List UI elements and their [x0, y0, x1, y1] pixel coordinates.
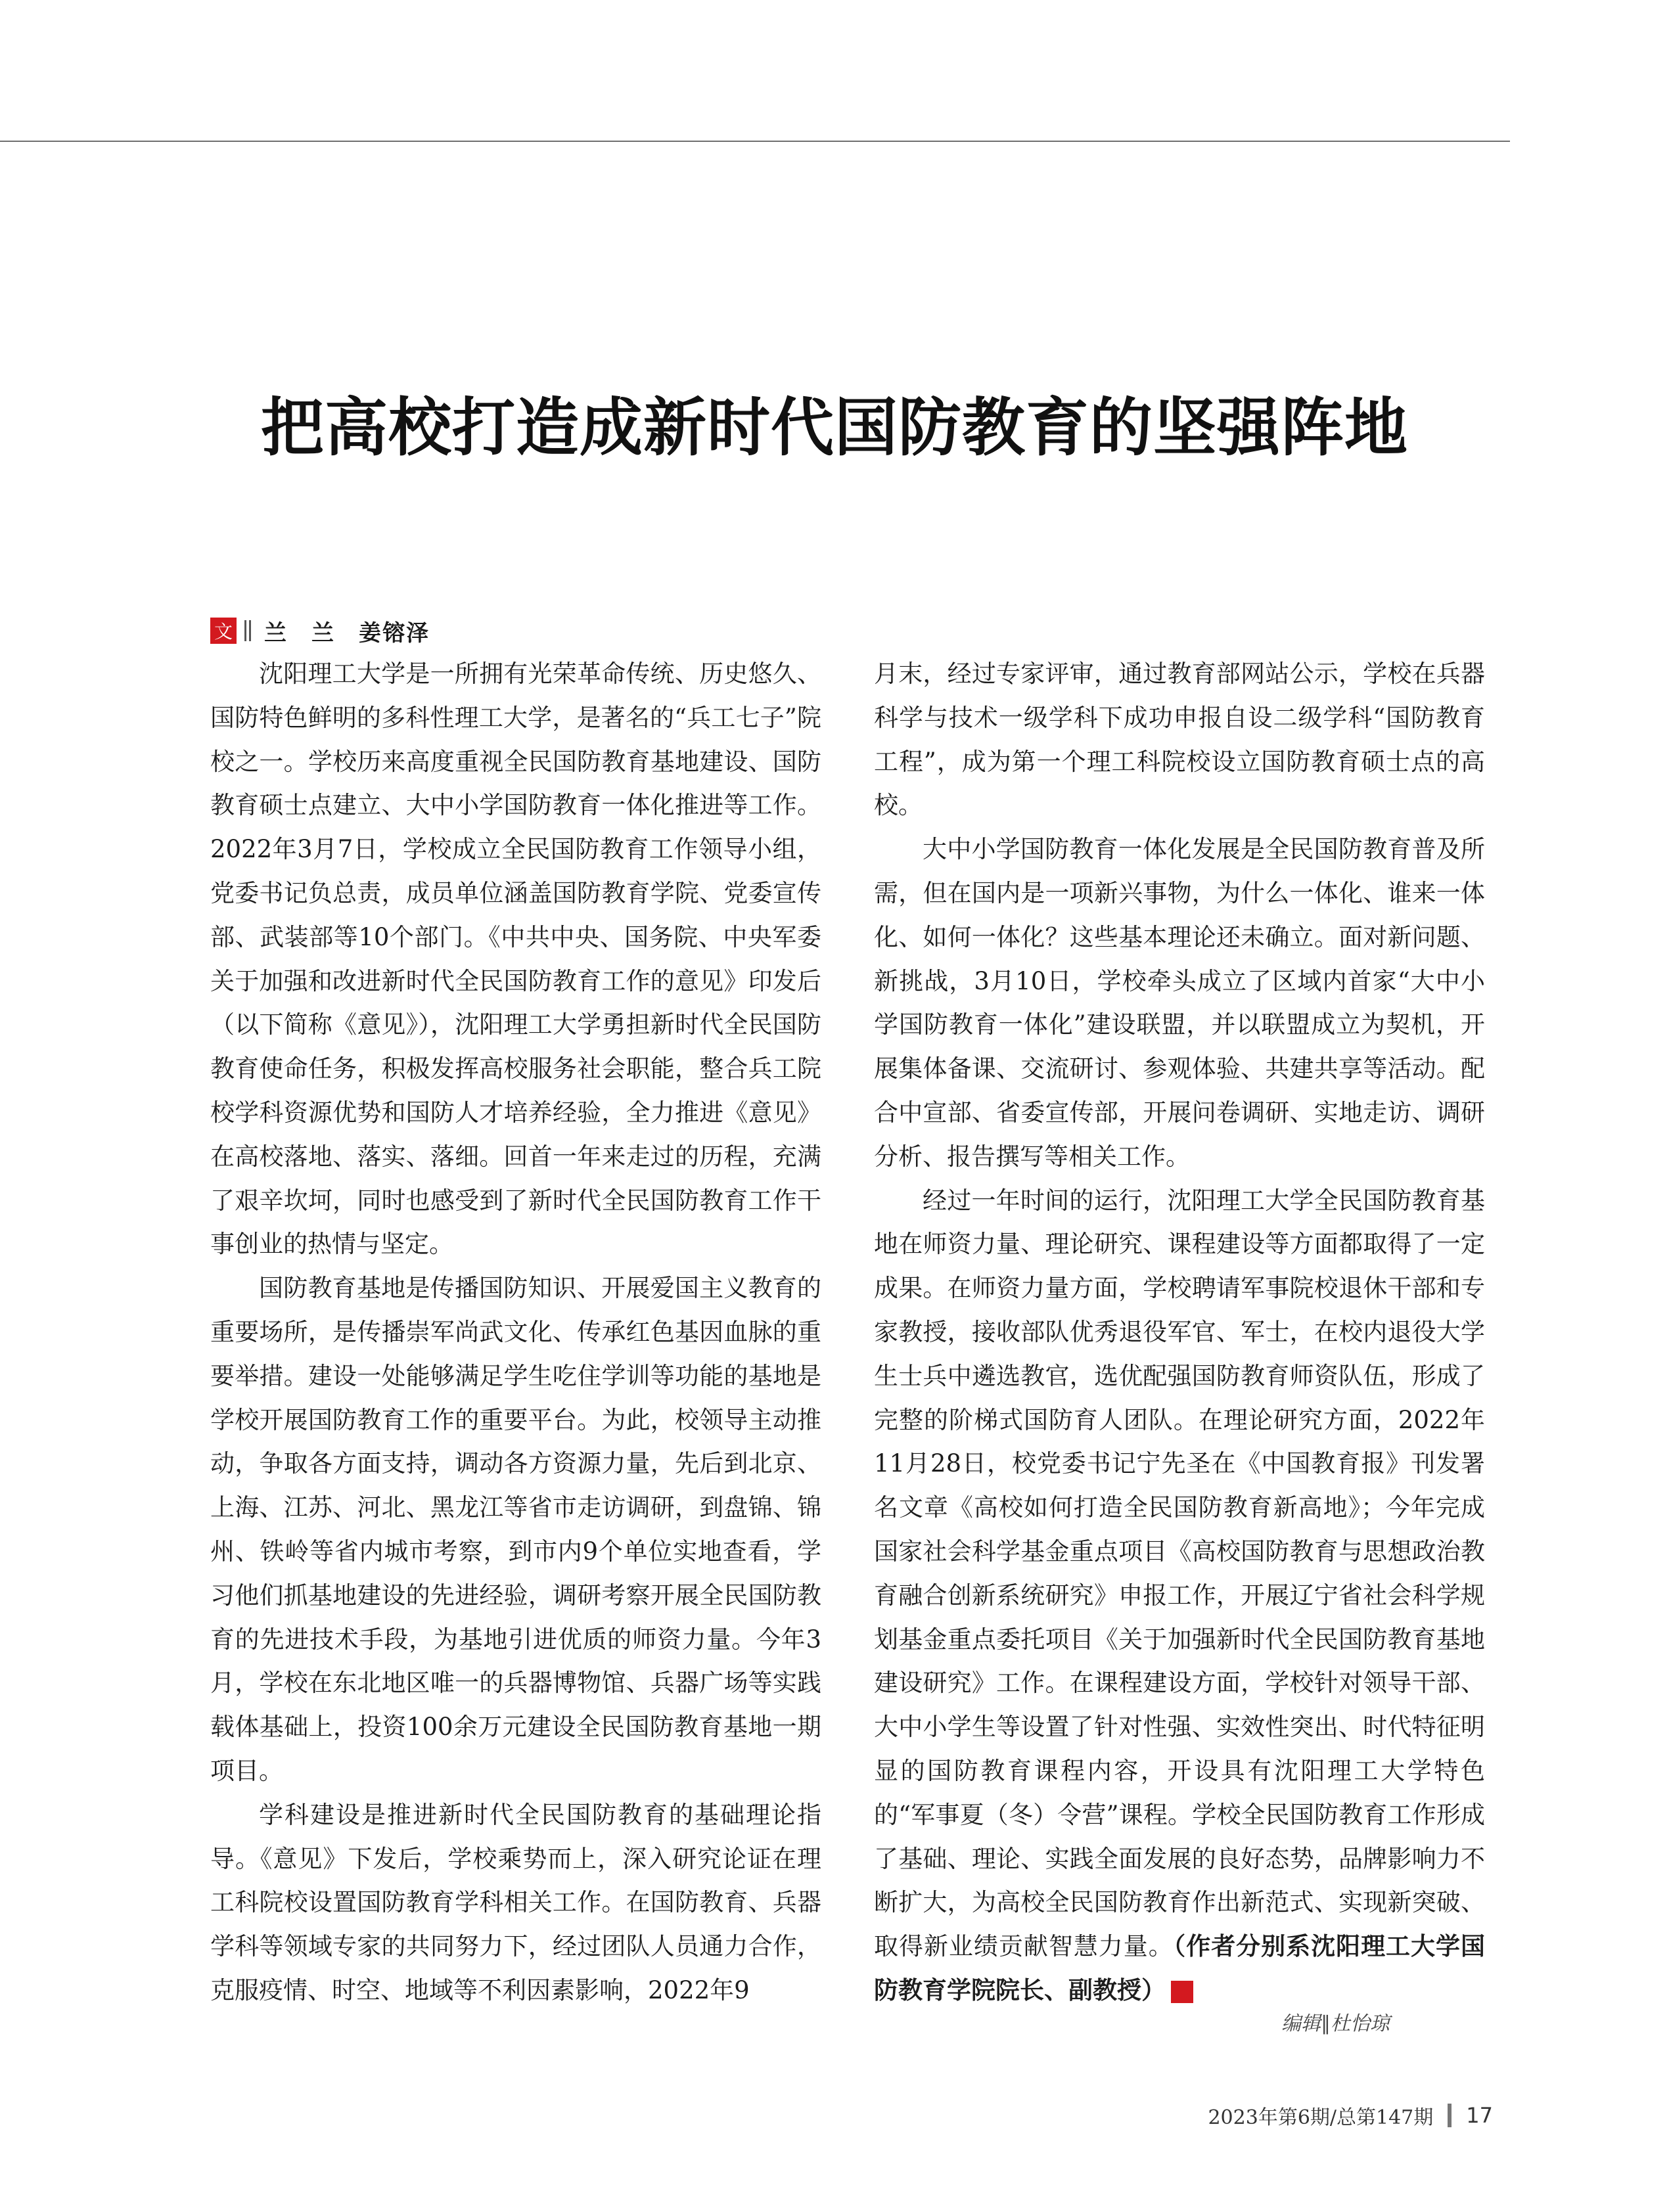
- byline-separator: [244, 620, 251, 641]
- footer-divider: [1448, 2104, 1452, 2127]
- page-footer: [1208, 2101, 1493, 2130]
- issue-info: 2023年第6期/总第147期: [1208, 2106, 1434, 2129]
- right-column: [874, 652, 1485, 2013]
- paragraph-continuation: 月末，经过专家评审，通过教育部网站公示，学校在兵器科学与技术一级学科下成功申报自设二级学科“国防教育工程”，成为第一个理工科院校设立国防教育硕士点的高校。: [874, 660, 1485, 820]
- editor-credit: 编辑∥杜怡琼: [1281, 2012, 1390, 2035]
- paragraph-text: 经过一年时间的运行，沈阳理工大学全民国防教育基地在师资力量、理论研究、课程建设等方面都取得了一定成果。在师资力量方面，学校聘请军事院校退休干部和专家教授，接收部队优秀退役军官、军士，在校内退役大学生士兵中遴选教官，选优配强国防教育师资队伍，形成了完整的阶梯式国防育人团队。在理论研究方面，2022年11月28日，校党委书记宁先圣在《中国教育报》刊发署名文章《高校如何打造全民国防教育新高地》；今年完成国家社会科学基金重点项目《高校国防教育与思想政治教育融合创新系统研究》申报工作，开展辽宁省社会科学规划基金重点委托项目《关于加强新时代全民国防教育基地建设研究》工作。在课程建设方面，学校针对领导干部、大中小学生等设置了针对性强、实效性突出、时代特征明显的国防教育课程内容，开设具有沈阳理工大学特色的“军事夏（冬）令营”课程。学校全民国防教育工作形成了基础、理论、实践全面发展的良好态势，品牌影响力不断扩大，为高校全民国防教育作出新范式、实现新突破、取得新业绩贡献智慧力量。: [874, 1186, 1485, 1961]
- byline: [210, 618, 430, 644]
- paragraph: 大中小学国防教育一体化发展是全民国防教育普及所需，但在国内是一项新兴事物，为什么一体化、谁来一体化、如何一体化？这些基本理论还未确立。面对新问题、新挑战，3月10日，学校牵头成立了区域内首家“大中小学国防教育一体化”建设联盟，并以联盟成立为契机，开展集体备课、交流研讨、参观体验、共建共享等活动。配合中宣部、省委宣传部，开展问卷调研、实地走访、调研分析、报告撰写等相关工作。: [874, 835, 1485, 1171]
- left-column: [210, 652, 821, 2013]
- paragraph: [874, 1179, 1485, 2013]
- author-note: （作者分别系沈阳理工大学国防教育学院院长、副教授）: [874, 1932, 1485, 2004]
- byline-authors: 兰 兰 姜镕泽: [264, 620, 430, 646]
- paragraph: 国防教育基地是传播国防知识、开展爱国主义教育的重要场所，是传播崇军尚武文化、传承红色基因血脉的重要举措。建设一处能够满足学生吃住学训等功能的基地是学校开展国防教育工作的重要平台。为此，校领导主动推动，争取各方面支持，调动各方资源力量，先后到北京、上海、江苏、河北、黑龙江等省市走访调研，到盘锦、锦州、铁岭等省内城市考察，到市内9个单位实地查看，学习他们抓基地建设的先进经验，调研考察开展全民国防教育的先进技术手段，为基地引进优质的师资力量。今年3月，学校在东北地区唯一的兵器博物馆、兵器广场等实践载体基础上，投资100余万元建设全民国防教育基地一期项目。: [210, 1274, 821, 1785]
- page-number: 17: [1466, 2103, 1493, 2128]
- paragraph: 学科建设是推进新时代全民国防教育的基础理论指导。《意见》下发后，学校乘势而上，深入研究论证在理工科院校设置国防教育学科相关工作。在国防教育、兵器学科等领域专家的共同努力下，经过团队人员通力合作，克服疫情、时空、地域等不利因素影响，2022年9: [210, 1800, 821, 2004]
- end-mark-logo: G: [1171, 1981, 1193, 2003]
- paragraph: 沈阳理工大学是一所拥有光荣革命传统、历史悠久、国防特色鲜明的多科性理工大学，是著名的“兵工七子”院校之一。学校历来高度重视全民国防教育基地建设、国防教育硕士点建立、大中小学国防教育一体化推进等工作。2022年3月7日，学校成立全民国防教育工作领导小组，党委书记负总责，成员单位涵盖国防教育学院、党委宣传部、武装部等10个部门。《中共中央、国务院、中央军委关于加强和改进新时代全民国防教育工作的意见》印发后（以下简称《意见》），沈阳理工大学勇担新时代全民国防教育使命任务，积极发挥高校服务社会职能，整合兵工院校学科资源优势和国防人才培养经验，全力推进《意见》在高校落地、落实、落细。回首一年来走过的历程，充满了艰辛坎坷，同时也感受到了新时代全民国防教育工作干事创业的热情与坚定。: [210, 660, 821, 1259]
- byline-badge: 文: [210, 618, 237, 644]
- article-title: 把高校打造成新时代国防教育的坚强阵地: [261, 391, 1408, 464]
- top-rule: [0, 141, 1510, 142]
